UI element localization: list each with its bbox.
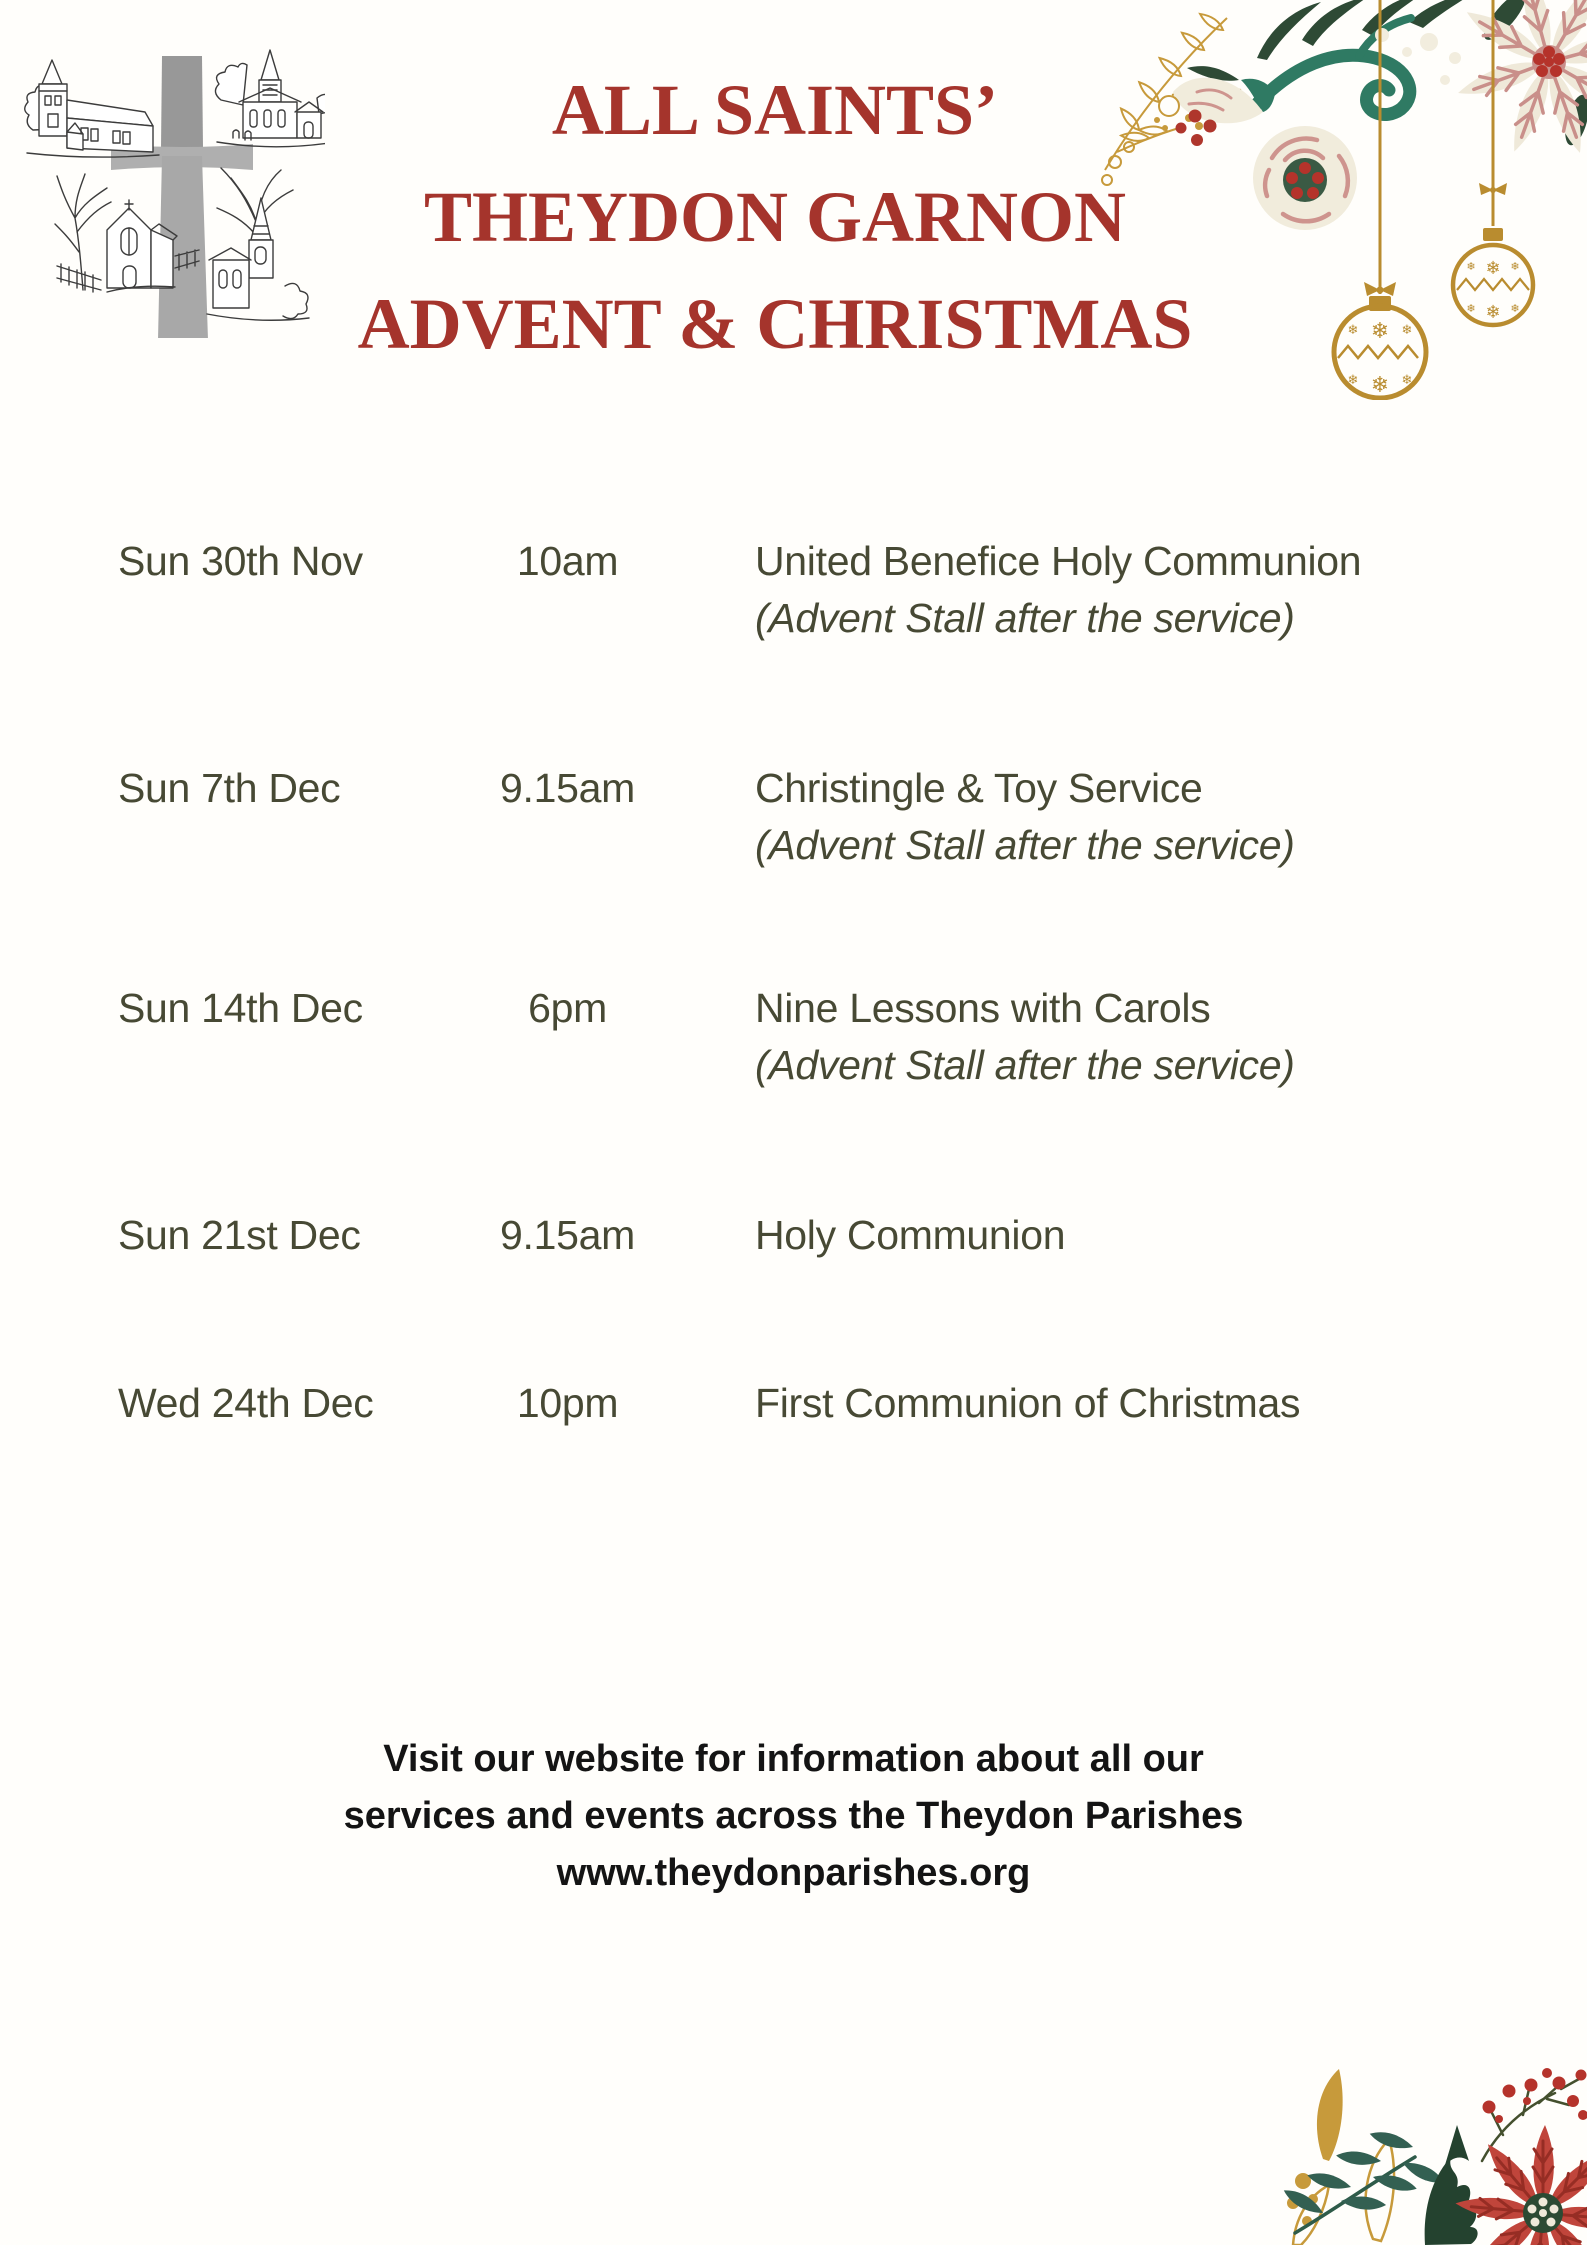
service-name: First Communion of Christmas [755,1380,1301,1426]
teal-leaf-branch [1284,2119,1444,2233]
service-note: (Advent Stall after the service) [755,822,1295,868]
parish-churches-cross-logo [15,38,325,338]
website-info [0,1731,1587,1902]
svg-text:❄: ❄ [1401,323,1413,338]
church-sketch-top-left [25,60,159,157]
svg-text:❄: ❄ [1370,319,1390,344]
svg-text:❄: ❄ [1401,373,1413,388]
website-url: www.theydonparishes.org [556,1852,1031,1894]
schedule-row [0,1375,1587,1495]
christmas-floral-bottom-decoration [1277,2061,1587,2245]
service-date: Sun 21st Dec [118,1212,361,1258]
service-name: Holy Communion [755,1212,1066,1258]
service-note: (Advent Stall after the service) [755,1042,1295,1088]
svg-text:❄: ❄ [1466,260,1476,273]
schedule-row [0,533,1587,653]
red-poinsettia-flower [1454,2125,1587,2245]
schedule-row [0,980,1587,1100]
footer-line1: Visit our website for information about all our [383,1738,1204,1780]
service-date: Wed 24th Dec [118,1380,374,1426]
service-date: Sun 30th Nov [118,538,363,584]
service-time: 10pm [516,1380,619,1426]
cream-poinsettia-flower [1455,0,1587,156]
footer-line2: services and events across the Theydon Parishes [343,1795,1244,1837]
title-line-parish: THEYDON GARNON [423,177,1127,257]
christmas-floral-top-decoration [1077,0,1587,400]
service-name: United Benefice Holy Communion [755,538,1362,584]
title-line-season: ADVENT & CHRISTMAS [357,284,1193,364]
service-note: (Advent Stall after the service) [755,595,1295,641]
holly-leaf [1425,2125,1478,2245]
svg-text:❄: ❄ [1510,260,1520,273]
service-name: Nine Lessons with Carols [755,985,1211,1031]
berry-branch [1482,2068,1587,2161]
service-time: 10am [516,538,619,584]
svg-text:❄: ❄ [1370,373,1390,398]
service-date: Sun 7th Dec [118,765,341,811]
svg-text:❄: ❄ [1347,323,1359,338]
svg-text:❄: ❄ [1347,373,1359,388]
title-line-church-name: ALL SAINTS’ [551,70,999,150]
svg-text:❄: ❄ [1485,258,1501,279]
cream-rose-flower [1253,126,1357,230]
svg-text:❄: ❄ [1466,302,1476,315]
svg-text:❄: ❄ [1485,302,1501,323]
svg-text:❄: ❄ [1510,302,1520,315]
service-time: 6pm [528,985,607,1031]
service-name: Christingle & Toy Service [755,765,1203,811]
service-date: Sun 14th Dec [118,985,363,1031]
schedule-row [0,760,1587,880]
service-time: 9.15am [500,765,635,811]
service-time: 9.15am [500,1212,635,1258]
schedule-row [0,1207,1587,1327]
